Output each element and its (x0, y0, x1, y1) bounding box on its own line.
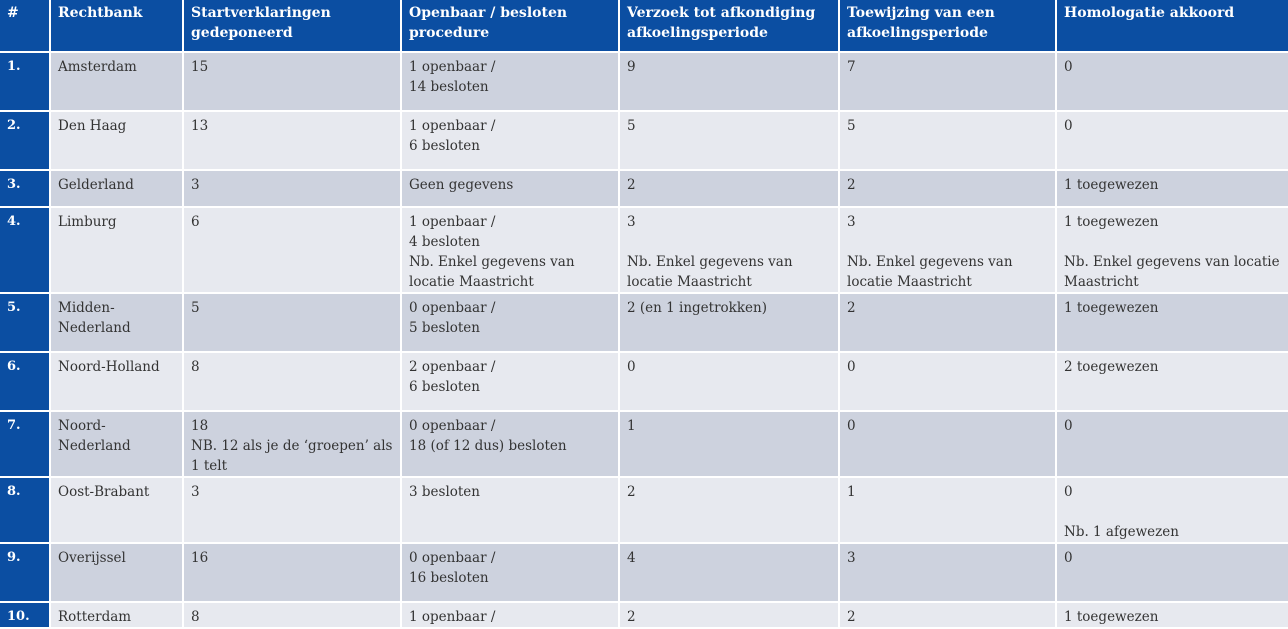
verzoek-count: 9 (620, 53, 838, 110)
homologatie-value: 1 toegewezen Nb. Enkel gegevens van locatie Maastricht (1057, 208, 1288, 292)
start-count: 6 (184, 208, 400, 292)
start-count: 15 (184, 53, 400, 110)
start-count: 8 (184, 353, 400, 410)
table-row (0, 478, 1288, 542)
header-homologatie: Homologatie akkoord (1057, 0, 1288, 51)
start-count: 8 (184, 603, 400, 627)
row-number: 2. (0, 112, 49, 169)
row-number: 5. (0, 294, 49, 351)
court-name: Rotterdam (51, 603, 182, 627)
court-name: Amsterdam (51, 53, 182, 110)
homologatie-value: 1 toegewezen (1057, 171, 1288, 206)
table-row (0, 544, 1288, 601)
header-toewijzing-afkoeling: Toewijzing van een afkoelingsperiode (840, 0, 1055, 51)
procedure-type: 1 openbaar / 6 besloten (402, 112, 618, 169)
court-name: Den Haag (51, 112, 182, 169)
verzoek-count: 3 Nb. Enkel gegevens van locatie Maastricht (620, 208, 838, 292)
header-number: # (0, 0, 49, 51)
toewijzing-count: 2 (840, 171, 1055, 206)
table-row (0, 353, 1288, 410)
court-name: Midden- Nederland (51, 294, 182, 351)
verzoek-count: 2 (620, 478, 838, 542)
start-count: 5 (184, 294, 400, 351)
row-number: 4. (0, 208, 49, 292)
toewijzing-count: 1 (840, 478, 1055, 542)
row-number: 10. (0, 603, 49, 627)
court-name: Noord-Holland (51, 353, 182, 410)
court-name: Oost-Brabant (51, 478, 182, 542)
start-count: 3 (184, 171, 400, 206)
start-count: 18 NB. 12 als je de ‘groepen’ als 1 telt (184, 412, 400, 476)
procedure-type: 2 openbaar / 6 besloten (402, 353, 618, 410)
toewijzing-count: 0 (840, 412, 1055, 476)
verzoek-count: 1 (620, 412, 838, 476)
toewijzing-count: 7 (840, 53, 1055, 110)
verzoek-count: 0 (620, 353, 838, 410)
procedure-type: Geen gegevens (402, 171, 618, 206)
toewijzing-count: 2 (840, 294, 1055, 351)
toewijzing-count: 3 Nb. Enkel gegevens van locatie Maastricht (840, 208, 1055, 292)
row-number: 8. (0, 478, 49, 542)
table-row (0, 53, 1288, 110)
row-number: 1. (0, 53, 49, 110)
homologatie-value: 0 (1057, 544, 1288, 601)
toewijzing-count: 3 (840, 544, 1055, 601)
table-row (0, 294, 1288, 351)
homologatie-value: 2 toegewezen (1057, 353, 1288, 410)
start-count: 16 (184, 544, 400, 601)
procedure-type: 0 openbaar / 18 (of 12 dus) besloten (402, 412, 618, 476)
court-name: Overijssel (51, 544, 182, 601)
header-openbaar-besloten: Openbaar / besloten procedure (402, 0, 618, 51)
table-row (0, 603, 1288, 627)
table-row (0, 208, 1288, 292)
verzoek-count: 2 (620, 603, 838, 627)
table-row (0, 171, 1288, 206)
row-number: 3. (0, 171, 49, 206)
homologatie-value: 1 toegewezen (1057, 294, 1288, 351)
homologatie-value: 0 Nb. 1 afgewezen (1057, 478, 1288, 542)
row-number: 6. (0, 353, 49, 410)
court-name: Noord- Nederland (51, 412, 182, 476)
toewijzing-count: 2 (840, 603, 1055, 627)
verzoek-count: 5 (620, 112, 838, 169)
procedure-type: 0 openbaar / 16 besloten (402, 544, 618, 601)
homologatie-value: 0 (1057, 112, 1288, 169)
table-row (0, 412, 1288, 476)
court-name: Limburg (51, 208, 182, 292)
row-number: 7. (0, 412, 49, 476)
procedure-type: 1 openbaar / (402, 603, 618, 627)
header-startverklaringen: Startverklaringen gedeponeerd (184, 0, 400, 51)
start-count: 13 (184, 112, 400, 169)
header-verzoek-afkoeling: Verzoek tot afkondiging afkoelingsperiode (620, 0, 838, 51)
procedure-type: 3 besloten (402, 478, 618, 542)
verzoek-count: 2 (en 1 ingetrokken) (620, 294, 838, 351)
homologatie-value: 1 toegewezen (1057, 603, 1288, 627)
toewijzing-count: 0 (840, 353, 1055, 410)
verzoek-count: 4 (620, 544, 838, 601)
verzoek-count: 2 (620, 171, 838, 206)
table-row (0, 112, 1288, 169)
table-header-row (0, 0, 1288, 51)
header-rechtbank: Rechtbank (51, 0, 182, 51)
homologatie-value: 0 (1057, 412, 1288, 476)
row-number: 9. (0, 544, 49, 601)
start-count: 3 (184, 478, 400, 542)
court-name: Gelderland (51, 171, 182, 206)
procedure-type: 0 openbaar / 5 besloten (402, 294, 618, 351)
procedure-type: 1 openbaar / 14 besloten (402, 53, 618, 110)
procedure-type: 1 openbaar / 4 besloten Nb. Enkel gegevens van locatie Maastricht (402, 208, 618, 292)
toewijzing-count: 5 (840, 112, 1055, 169)
homologatie-value: 0 (1057, 53, 1288, 110)
